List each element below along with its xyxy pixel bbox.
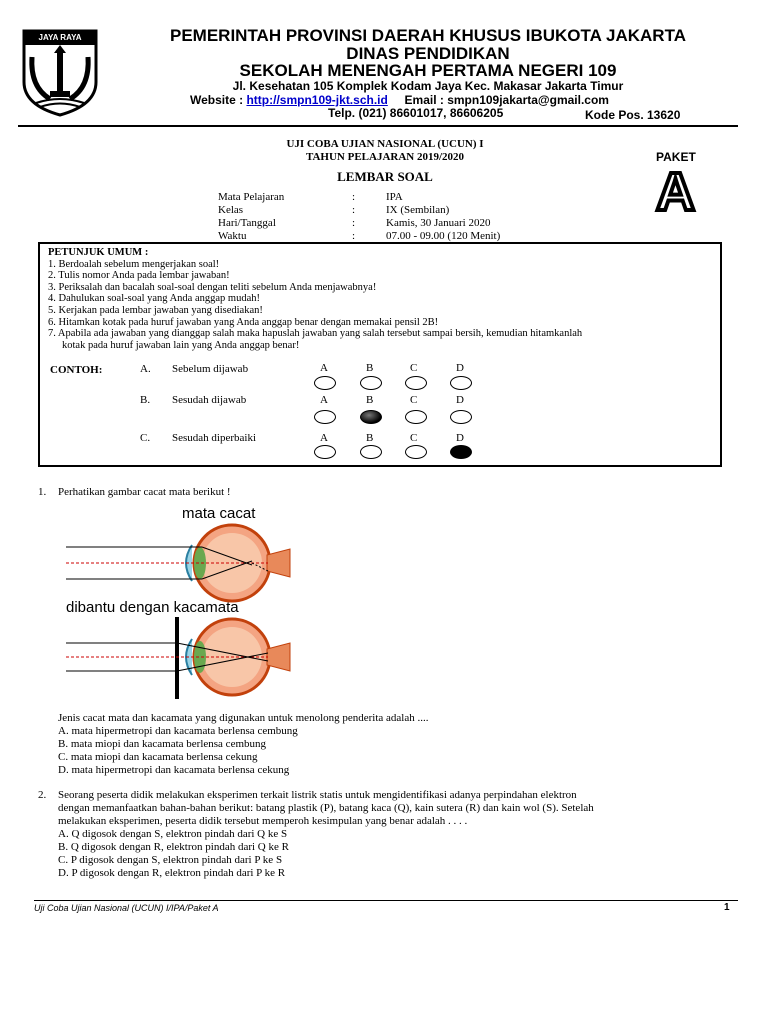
instructions-list xyxy=(48,247,718,351)
instruction-item: 1. Berdoalah sebelum mengerjakan soal! xyxy=(48,258,220,270)
header-government: PEMERINTAH PROVINSI DAERAH KHUSUS IBUKOTA JAKARTA xyxy=(169,26,686,45)
question-choice: A. Q digosok dengan S, elektron pindah dari Q ke S xyxy=(58,828,288,840)
example-text: Sebelum dijawab xyxy=(172,363,249,375)
figure-label-corrected: dibantu dengan kacamata xyxy=(66,599,239,616)
option-letter: D xyxy=(456,432,464,444)
option-letter: C xyxy=(410,432,418,444)
instruction-item: kotak pada huruf jawaban lain yang Anda anggap benar! xyxy=(62,339,300,351)
header-postal-code: Kode Pos. 13620 xyxy=(585,108,681,122)
page-number: 1 xyxy=(724,902,730,913)
question-prompt: Perhatikan gambar cacat mata berikut ! xyxy=(58,486,231,498)
option-letter: A xyxy=(320,432,328,444)
answer-bubble[interactable] xyxy=(314,410,336,424)
question-choice: B. mata miopi dan kacamata berlensa cembung xyxy=(58,738,267,750)
instruction-item: 3. Periksalah dan bacalah soal-soal dengan teliti sebelum Anda menjawabnya! xyxy=(48,281,377,293)
option-letter: A xyxy=(320,394,328,406)
header-rule xyxy=(18,125,738,127)
eye-defect-figure xyxy=(62,505,292,705)
question-number: 1. xyxy=(38,486,47,498)
option-letter: A xyxy=(320,362,328,374)
header-website-row xyxy=(190,93,609,107)
example-letter: A. xyxy=(140,363,151,375)
question-choice: D. mata hipermetropi dan kacamata berlensa cekung xyxy=(58,764,290,776)
exam-title: UJI COBA UJIAN NASIONAL (UCUN) I xyxy=(286,138,484,150)
footer-rule xyxy=(34,900,738,901)
option-letter: C xyxy=(410,394,418,406)
footer-text: Uji Coba Ujian Nasional (UCUN) I/IPA/Paket A xyxy=(34,903,219,913)
answer-bubble[interactable] xyxy=(314,376,336,390)
instruction-item: 2. Tulis nomor Anda pada lembar jawaban! xyxy=(48,270,230,282)
eye-diagram xyxy=(62,505,292,705)
question-choice: B. Q digosok dengan R, elektron pindah dari Q ke R xyxy=(58,841,289,853)
option-letter: D xyxy=(456,362,464,374)
option-letter: C xyxy=(410,362,418,374)
answer-bubble-filled[interactable] xyxy=(450,445,472,459)
answer-bubble[interactable] xyxy=(314,445,336,459)
question-line: melakukan eksperimen, peserta didik tersebut memperoh kesimpulan yang benar adalah . . . . xyxy=(58,815,468,827)
logo-text: JAYA RAYA xyxy=(38,33,82,42)
answer-bubble[interactable] xyxy=(405,410,427,424)
example-text: Sesudah dijawab xyxy=(172,394,247,406)
paket-label: PAKET xyxy=(656,150,696,164)
answer-bubble[interactable] xyxy=(450,376,472,390)
exam-sheet-title: LEMBAR SOAL xyxy=(337,169,433,184)
instructions-heading: PETUNJUK UMUM : xyxy=(48,247,149,258)
option-letter: B xyxy=(366,362,374,374)
header-address: Jl. Kesehatan 105 Komplek Kodam Jaya Kec. Makasar Jakarta Timur xyxy=(232,79,624,93)
instruction-item: 5. Kerjakan pada lembar jawaban yang disediakan! xyxy=(48,304,263,316)
answer-bubble[interactable] xyxy=(360,376,382,390)
option-letter: B xyxy=(366,432,374,444)
header-school-name: SEKOLAH MENENGAH PERTAMA NEGERI 109 xyxy=(239,61,617,80)
question-line: Seorang peserta didik melakukan eksperimen terkait listrik statis untuk mengidentifikasi adanya perpindahan elektron xyxy=(58,789,577,801)
header-phone: Telp. (021) 86601017, 86606205 xyxy=(328,106,504,120)
answer-bubble[interactable] xyxy=(405,445,427,459)
answer-bubble[interactable] xyxy=(405,376,427,390)
question-number: 2. xyxy=(38,789,47,801)
contoh-label: CONTOH: xyxy=(50,364,103,376)
question-choice: C. P digosok dengan S, elektron pindah dari P ke S xyxy=(58,854,283,866)
option-letter: B xyxy=(366,394,374,406)
email-text: Email : smpn109jakarta@gmail.com xyxy=(404,93,609,107)
website-link[interactable]: http://smpn109-jkt.sch.id xyxy=(246,93,388,107)
website-label: Website : xyxy=(190,93,244,107)
school-logo xyxy=(20,27,100,117)
exam-year: TAHUN PELAJARAN 2019/2020 xyxy=(305,151,465,163)
instruction-item: 7. Apabila ada jawaban yang dianggap salah maka hapuslah jawaban yang salah tersebut sampai bersih, kemudian hitamkanlah xyxy=(48,328,583,340)
question-choice: D. P digosok dengan R, elektron pindah dari P ke R xyxy=(58,867,286,879)
example-letter: B. xyxy=(140,394,151,406)
option-letter: D xyxy=(456,394,464,406)
question-line: dengan memanfaatkan bahan-bahan berikut: batang plastik (P), batang kaca (Q), kain sutera (R) dan kain wol (S). Setelah xyxy=(58,802,594,814)
paket-letter: A xyxy=(656,162,695,222)
instruction-item: 4. Dahulukan soal-soal yang Anda anggap mudah! xyxy=(48,293,260,305)
question-choice: A. mata hipermetropi dan kacamata berlensa cembung xyxy=(58,725,298,737)
example-letter: C. xyxy=(140,432,151,444)
header-department: DINAS PENDIDIKAN xyxy=(346,44,510,63)
answer-bubble[interactable] xyxy=(450,410,472,424)
instruction-item: 6. Hitamkan kotak pada huruf jawaban yang Anda anggap benar dengan memakai pensil 2B! xyxy=(48,316,439,328)
figure-label-defect: mata cacat xyxy=(182,505,256,522)
question-choice: C. mata miopi dan kacamata berlensa cekung xyxy=(58,751,258,763)
answer-bubble[interactable] xyxy=(360,445,382,459)
example-text: Sesudah diperbaiki xyxy=(172,432,257,444)
question-stem: Jenis cacat mata dan kacamata yang digunakan untuk menolong penderita adalah .... xyxy=(58,712,429,724)
answer-bubble-filled[interactable] xyxy=(360,410,382,424)
